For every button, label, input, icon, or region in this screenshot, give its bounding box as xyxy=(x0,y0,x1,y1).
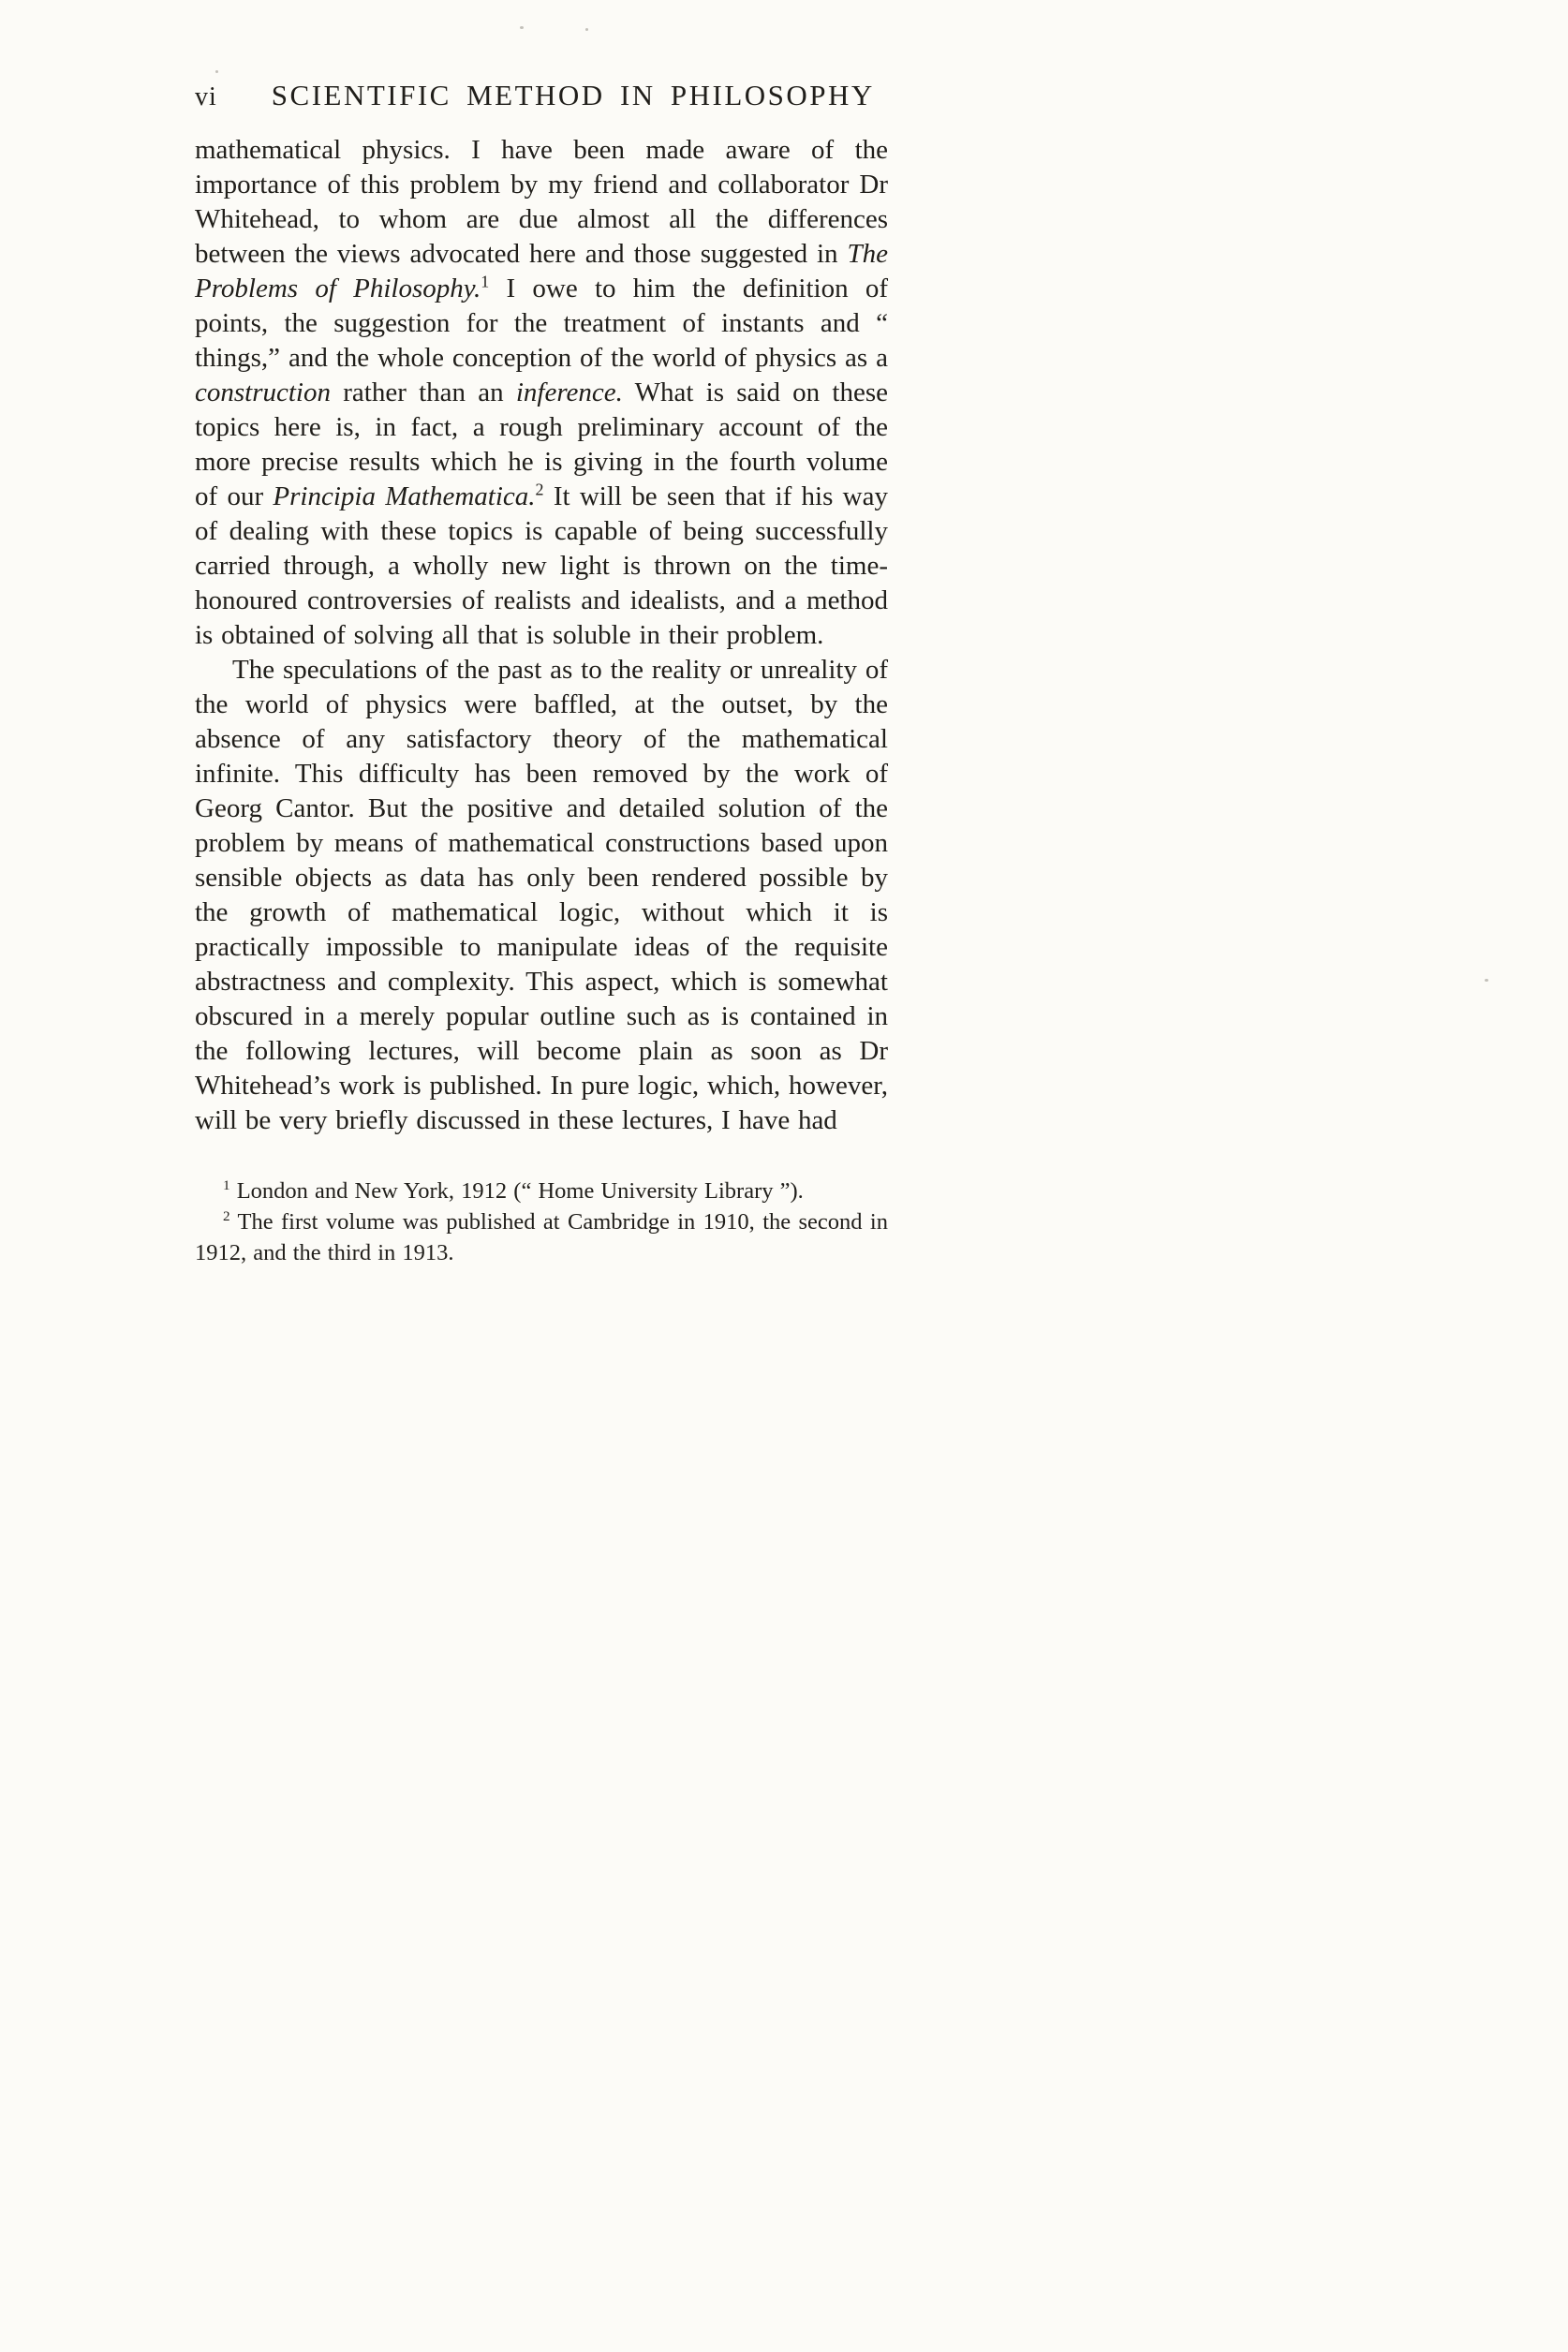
scan-artifact xyxy=(520,26,524,29)
page-number: vi xyxy=(195,82,217,111)
footnote-reference: 1 xyxy=(481,272,490,291)
paragraphs-container xyxy=(195,133,888,1138)
footnote xyxy=(195,1176,888,1206)
footnote xyxy=(195,1206,888,1268)
text-run: It will be seen that if his way of dealing with these topics is capable of being successfully carried through, a wholly new light is thrown on the time-honoured controversies of realists and idealists, and a method is obtained of solving all that is soluble in their problem. xyxy=(195,481,888,650)
text-run: I owe to him the definition of points, the suggestion for the treatment of instants and “ things,” and the whole conception of the world of physics as a xyxy=(195,274,888,373)
italic-text: Principia Mathematica. xyxy=(273,481,536,511)
paragraph xyxy=(195,133,888,653)
paragraph xyxy=(195,653,888,1138)
footnote-marker: 1 xyxy=(223,1176,230,1193)
italic-text: The Problems of Philosophy. xyxy=(195,239,888,303)
italic-text: construction xyxy=(195,377,331,407)
scan-artifact xyxy=(585,28,588,31)
scan-artifact xyxy=(215,70,218,73)
footnote-reference: 2 xyxy=(535,480,544,499)
running-head: SCIENTIFIC METHOD IN PHILOSOPHY xyxy=(271,79,875,111)
text-run: The first volume was published at Cambridge in 1910, the second in 1912, and the third in 1913. xyxy=(195,1209,888,1265)
footnote-list xyxy=(195,1176,888,1268)
text-run: mathematical physics. I have been made aware of the importance of this problem by my friend and collaborator Dr Whitehead, to whom are due almost all the differences between the views advocated here and those suggested in xyxy=(195,135,888,269)
footnote-marker: 2 xyxy=(223,1207,230,1224)
text-run: London and New York, 1912 (“ Home University Library ”). xyxy=(236,1178,804,1204)
text-run: The speculations of the past as to the reality or unreality of the world of physics were baffled, at the outset, by the absence of any satisfactory theory of the mathematical infinite. This difficulty has been removed by the work of Georg Cantor. But the positive and detailed solution of the problem by means of mathematical constructions based upon sensible objects as data has only been rendered possible by the growth of mathematical logic, without which it is practically impossible to manipulate ideas of the requisite abstractness and complexity. This aspect, which is somewhat obscured in a merely popular outline such as is contained in the following lectures, will become plain as soon as Dr Whitehead’s work is published. In pure logic, which, however, will be very briefly discussed in these lectures, I have had xyxy=(195,655,888,1135)
scan-artifact xyxy=(1485,979,1488,982)
text-run: rather than an xyxy=(331,377,516,407)
italic-text: inference. xyxy=(515,377,623,407)
text-run: What is said on these topics here is, in fact, a rough preliminary account of the more precise results which he is giving in the fourth volume of our xyxy=(195,377,889,511)
body-text xyxy=(195,133,888,1268)
page-header xyxy=(195,79,888,112)
footnotes xyxy=(195,1176,888,1268)
